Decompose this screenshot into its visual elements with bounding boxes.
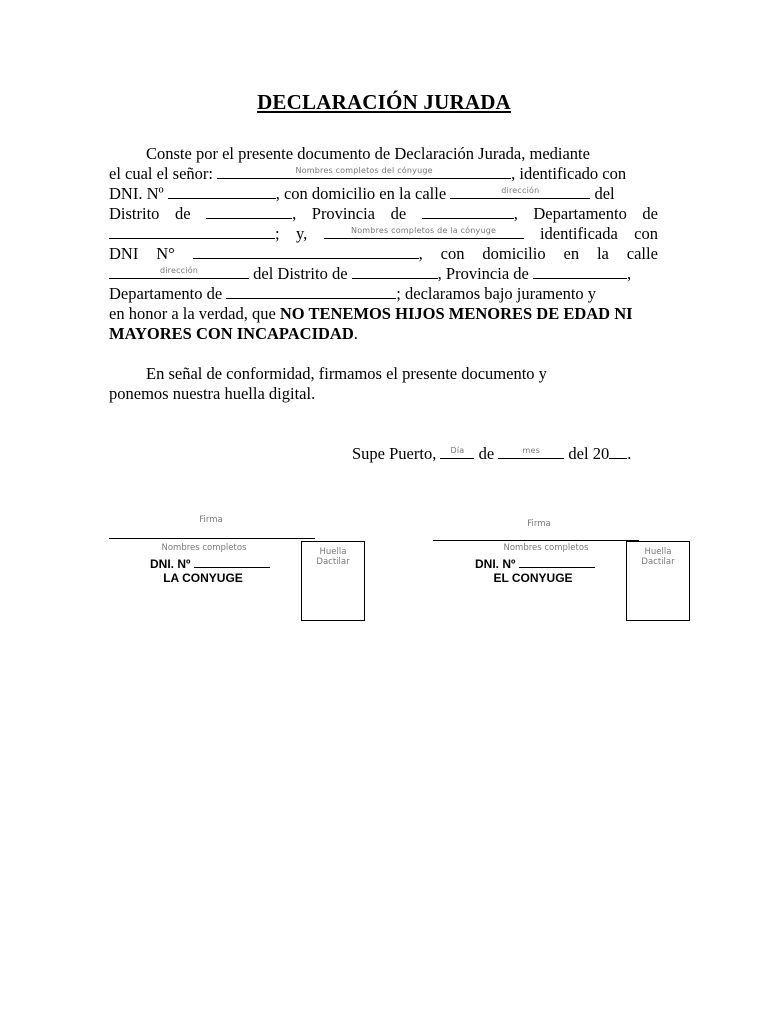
text-segment: ,	[513, 204, 518, 223]
text-segment: ,	[418, 244, 423, 263]
text-segment: de	[390, 204, 407, 223]
paragraph2-line-1	[109, 364, 658, 384]
role-label: LA CONYUGE	[163, 571, 243, 585]
text-segment: del 20	[568, 444, 610, 463]
text-segment: , Provincia de	[437, 264, 529, 283]
paragraph-line-10	[109, 324, 658, 344]
text-segment: Departamento de	[109, 284, 223, 303]
fingerprint-box[interactable]	[301, 541, 365, 621]
month-blank[interactable]	[498, 444, 564, 459]
text-segment: Provincia	[311, 204, 376, 223]
text-segment: Conste por el presente documento de Declaración Jurada, mediante	[146, 144, 590, 163]
text-segment: ; declaramos bajo juramento y	[396, 284, 597, 303]
text-segment: y,	[295, 224, 308, 243]
text-segment: con	[440, 244, 465, 263]
province-blank[interactable]	[422, 204, 514, 219]
field-hint: Nombres completos del cónyuge	[295, 166, 433, 175]
field-hint: mes	[522, 446, 541, 455]
firma-hint: Firma	[527, 519, 551, 529]
spouse-name-blank[interactable]	[217, 164, 511, 179]
dactilar-text: Dactilar	[316, 557, 350, 567]
text-segment: En señal de conformidad, firmamos el presente documento y	[146, 364, 547, 383]
department-blank[interactable]	[109, 224, 275, 239]
spouse-female-name-blank[interactable]	[324, 224, 524, 239]
date-line	[352, 444, 658, 464]
text-segment: .	[353, 324, 358, 343]
fingerprint-label	[627, 547, 689, 567]
field-hint: dirección	[159, 266, 199, 275]
text-segment: , con domicilio en la calle	[275, 184, 447, 203]
text-segment: en honor a la verdad, que	[109, 304, 276, 323]
signature-line[interactable]	[109, 538, 315, 539]
huella-text: Huella	[319, 547, 347, 557]
text-segment: en	[563, 244, 580, 263]
day-blank[interactable]	[440, 444, 474, 459]
text-segment: del	[594, 184, 615, 203]
text-segment: identificada	[539, 224, 618, 243]
text-segment: de	[642, 204, 658, 223]
text-segment: de	[478, 444, 495, 463]
firma-hint: Firma	[199, 515, 223, 525]
paragraph-line-7	[109, 264, 658, 284]
names-hint: Nombres completos	[503, 543, 589, 553]
text-segment: DNI	[109, 244, 139, 263]
dni-label-row	[475, 556, 595, 571]
province-2-blank[interactable]	[533, 264, 627, 279]
place-text: Supe Puerto,	[352, 444, 437, 463]
text-segment: el cual el señor:	[109, 164, 213, 183]
text-segment: DNI. Nº	[109, 184, 164, 203]
dni-label: DNI. Nº	[475, 557, 516, 571]
role-label: EL CONYUGE	[493, 571, 573, 585]
address-2-blank[interactable]	[109, 264, 249, 279]
paragraph-line-3	[109, 184, 658, 204]
dactilar-text: Dactilar	[641, 557, 675, 567]
dni-label-row	[150, 556, 270, 571]
page-title: DECLARACIÓN JURADA	[257, 90, 511, 114]
fingerprint-label	[302, 547, 364, 567]
text-segment: ,	[292, 204, 297, 223]
district-2-blank[interactable]	[352, 264, 438, 279]
paragraph2-line-2	[109, 384, 658, 404]
paragraph-line-9	[109, 304, 658, 324]
text-segment: Departamento	[533, 204, 627, 223]
field-hint: Nombres completos de la cónyuge	[351, 226, 497, 235]
paragraph-line-8	[109, 284, 658, 304]
address-blank[interactable]	[450, 184, 590, 199]
department-2-blank[interactable]	[226, 284, 396, 299]
dni-blank[interactable]	[519, 556, 595, 568]
text-segment: calle	[626, 244, 658, 263]
text-segment: ,	[626, 264, 632, 283]
text-segment: ;	[275, 224, 280, 243]
paragraph-line-5	[109, 224, 658, 244]
text-segment: N°	[156, 244, 175, 263]
dni-2-blank[interactable]	[193, 244, 419, 259]
district-blank[interactable]	[206, 204, 292, 219]
text-segment: con	[634, 224, 658, 243]
dni-blank[interactable]	[194, 556, 270, 568]
names-hint: Nombres completos	[161, 543, 247, 553]
field-hint: Día	[450, 446, 465, 455]
dni-blank[interactable]	[168, 184, 276, 199]
declaration-bold: NO TENEMOS HIJOS MENORES DE EDAD NI	[279, 304, 633, 323]
signature-line[interactable]	[433, 540, 639, 541]
dni-label: DNI. Nº	[150, 557, 191, 571]
declaration-bold: MAYORES CON INCAPACIDAD	[109, 324, 354, 343]
text-segment: domicilio	[482, 244, 546, 263]
text-segment: Distrito	[109, 204, 160, 223]
year-blank[interactable]	[609, 444, 627, 459]
field-hint: dirección	[501, 186, 540, 195]
text-segment: la	[596, 244, 609, 263]
text-segment: , identificado con	[511, 164, 627, 183]
fingerprint-box[interactable]	[626, 541, 690, 621]
huella-text: Huella	[644, 547, 672, 557]
text-segment: ponemos nuestra huella digital.	[109, 384, 316, 403]
text-segment: del Distrito de	[253, 264, 348, 283]
text-segment: .	[627, 444, 632, 463]
text-segment: de	[174, 204, 191, 223]
